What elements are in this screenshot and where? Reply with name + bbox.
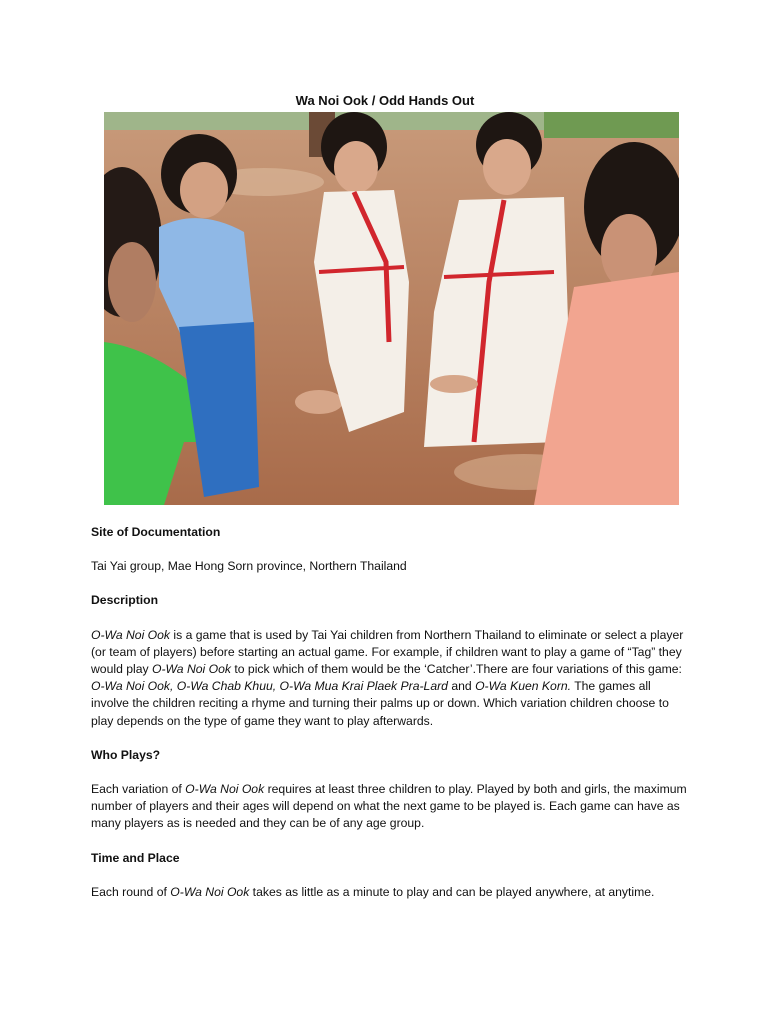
description-text: and xyxy=(447,679,476,694)
description-paragraph xyxy=(91,627,691,730)
time-text: takes as little as a minute to play and can be played anywhere, at anytime. xyxy=(249,884,655,899)
who-text: requires at least three children to play. Played by both and girls, the maximum number of players and their ages will depend on what the next game to be played is. Each game can have as many players as is needed and they can be of any age group. xyxy=(91,782,687,831)
heading-description: Description xyxy=(91,593,159,608)
document-body xyxy=(91,524,691,918)
photo-children-playing xyxy=(104,112,679,505)
who-text: Each variation of xyxy=(91,782,186,797)
children-playing-hand-game-icon xyxy=(104,112,679,505)
description-text: The games all involve the children reciting a rhyme and turning their palms up or down. Which variation children choose to play depends on the type of game they want to play afterwards. xyxy=(91,679,669,728)
variation-name-italic: O-Wa Kuen Korn. xyxy=(475,679,572,694)
description-text: is a game that is used by Tai Yai children from Northern Thailand to eliminate or select a player (or team of players) before starting an actual game. For example, if children want to play a game of “Tag” they would play xyxy=(91,627,684,677)
game-name-italic: O-Wa Noi Ook xyxy=(91,627,171,642)
game-name-italic: O-Wa Noi Ook xyxy=(170,884,250,899)
document-title: Wa Noi Ook / Odd Hands Out xyxy=(295,93,475,108)
heading-who-plays: Who Plays? xyxy=(91,747,161,762)
time-place-paragraph xyxy=(91,884,691,901)
time-text: Each round of xyxy=(91,884,171,899)
heading-site-of-documentation: Site of Documentation xyxy=(91,525,221,539)
description-text: to pick which of them would be the ‘Catcher’.There are four variations of this game: xyxy=(231,662,682,677)
variation-names-italic: O-Wa Noi Ook, O-Wa Chab Khuu, O-Wa Mua Krai Plaek Pra-Lard xyxy=(91,679,448,694)
who-plays-paragraph xyxy=(91,781,691,833)
heading-time-and-place: Time and Place xyxy=(91,850,180,865)
site-text: Tai Yai group, Mae Hong Sorn province, Northern Thailand xyxy=(91,559,407,574)
game-name-italic: O-Wa Noi Ook xyxy=(185,782,265,797)
game-name-italic: O-Wa Noi Ook xyxy=(151,662,231,677)
